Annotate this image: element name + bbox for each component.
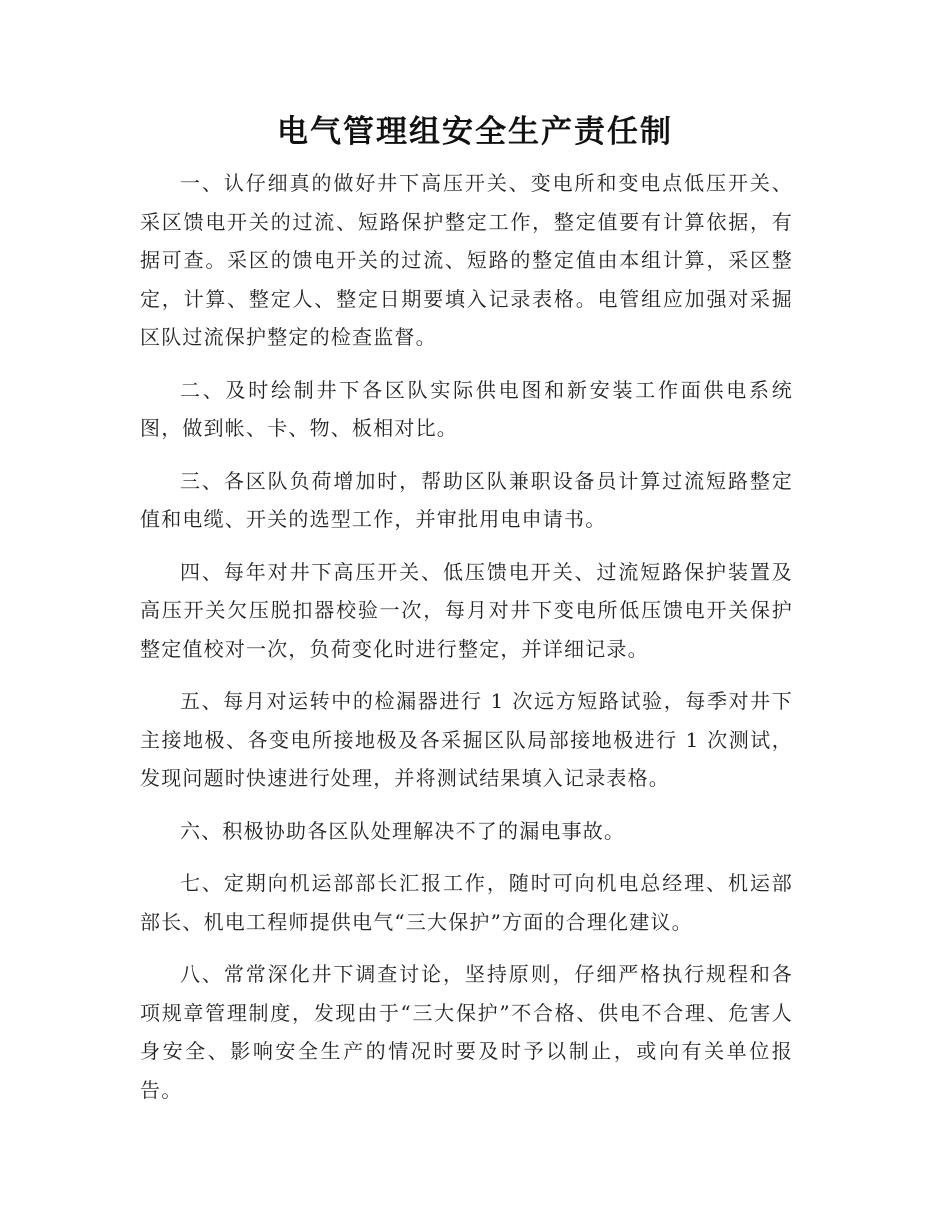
paragraph-8: 八、常常深化井下调查讨论，坚持原则，仔细严格执行规程和各项规章管理制度，发现由于“三大保护”不合格、供电不合理、危害人身安全、影响安全生产的情况时要及时予以制止，或向有关单位报告。 [140, 962, 793, 1102]
paragraph-2: 二、及时绘制井下各区队实际供电图和新安装工作面供电系统图，做到帐、卡、物、板相对比。 [140, 377, 793, 440]
paragraph-7: 七、定期向机运部部长汇报工作，随时可向机电总经理、机运部部长、机电工程师提供电气“三大保护”方面的合理化建议。 [140, 871, 793, 934]
paragraph-6: 六、积极协助各区队处理解决不了的漏电事故。 [180, 818, 626, 843]
paragraph-3: 三、各区队负荷增加时，帮助区队兼职设备员计算过流短路整定值和电缆、开关的选型工作，并审批用电申请书。 [140, 468, 793, 531]
paragraph-1: 一、认仔细真的做好井下高压开关、变电所和变电点低压开关、采区馈电开关的过流、短路保护整定工作，整定值要有计算依据，有据可查。采区的馈电开关的过流、短路的整定值由本组计算，采区整定，计算、整定人、整定日期要填入记录表格。电管组应加强对采掘区队过流保护整定的检查监督。 [140, 171, 793, 349]
paragraph-5: 五、每月对运转中的检漏器进行 1 次远方短路试验，每季对井下主接地极、各变电所接地极及各采掘区队局部接地极进行 1 次测试，发现问题时快速进行处理，并将测试结果填入记录表格。 [140, 689, 793, 790]
document-title: 电气管理组安全生产责任制 [277, 114, 673, 150]
document-body [140, 164, 793, 1109]
paragraph-4: 四、每年对井下高压开关、低压馈电开关、过流短路保护装置及高压开关欠压脱扣器校验一次，每月对井下变电所低压馈电开关保护整定值校对一次，负荷变化时进行整定，并详细记录。 [140, 559, 793, 661]
